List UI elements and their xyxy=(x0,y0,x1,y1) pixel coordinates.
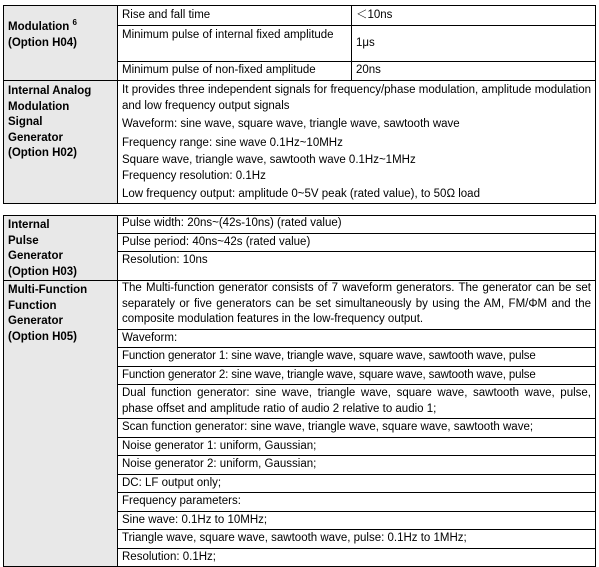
table-row xyxy=(4,81,596,204)
header-line: Generator xyxy=(8,250,63,262)
header-line: Signal xyxy=(8,116,43,128)
footnote-marker: 6 xyxy=(72,18,77,28)
modulation-header xyxy=(4,6,118,81)
spec-label: Rise and fall time xyxy=(118,6,352,26)
spec-value: 20ns xyxy=(352,62,596,81)
analog-modulation-header xyxy=(4,81,118,204)
header-line: Multi-Function xyxy=(8,284,88,296)
multi-function-header xyxy=(4,281,118,567)
header-line: Function xyxy=(8,299,57,312)
spec-line: Noise generator 2: uniform, Gaussian; xyxy=(118,455,595,474)
header-line: Internal Analog xyxy=(8,85,92,97)
spec-value: 1μs xyxy=(352,26,596,62)
header-line: (Option H02) xyxy=(8,147,77,159)
spec-line: Resolution: 0.1Hz; xyxy=(118,548,595,567)
spec-line: Low frequency output: amplitude 0~5V peak (rated value), to 50Ω load xyxy=(122,188,480,200)
spec-line: Dual function generator: sine wave, triangle wave, square wave, sawtooth wave, pulse, phase offset and amplitude ratio of audio 2 relative to audio 1; xyxy=(118,384,595,418)
header-line: Modulation xyxy=(8,100,70,113)
spec-line: Function generator 2: sine wave, triangle wave, square wave, sawtooth wave, pulse xyxy=(118,366,595,385)
spec-table-1 xyxy=(3,5,596,204)
spec-line: Square wave, triangle wave, sawtooth wave 0.1Hz~1MHz xyxy=(122,154,416,166)
spec-table-2 xyxy=(3,215,596,567)
header-line: (Option H05) xyxy=(8,330,77,343)
header-line: Internal Pulse xyxy=(8,219,50,247)
spec-line: Sine wave: 0.1Hz to 10MHz; xyxy=(118,511,595,530)
spec-line: Noise generator 1: uniform, Gaussian; xyxy=(118,437,595,456)
header-line: Generator xyxy=(8,315,63,327)
spec-label: Minimum pulse of non-fixed amplitude xyxy=(118,62,352,81)
spec-line: Scan function generator: sine wave, triangle wave, square wave, sawtooth wave; xyxy=(118,418,595,437)
spec-line: The Multi-function generator consists of 7 waveform generators. The generator can be set separately or five generators can be set simultaneously by using the AM, FM/ΦM and the composite modulation features in the low-frequency output. xyxy=(122,282,591,325)
spec-line: DC: LF output only; xyxy=(118,474,595,493)
spec-line: Waveform: sine wave, square wave, triangle wave, sawtooth wave xyxy=(122,118,460,130)
spec-line: Waveform: xyxy=(118,329,595,348)
header-line: Generator xyxy=(8,131,63,144)
multi-function-details xyxy=(118,281,596,567)
spec-line: Resolution: 10ns xyxy=(118,251,595,270)
spec-label: Minimum pulse of internal fixed amplitude xyxy=(118,26,352,62)
analog-modulation-details xyxy=(118,81,596,204)
spec-line: It provides three independent signals for frequency/phase modulation, amplitude modulation and low frequency output signals xyxy=(122,84,591,112)
spec-line: Frequency resolution: 0.1Hz xyxy=(122,169,266,182)
spec-line: Function generator 1: sine wave, triangle wave, square wave, sawtooth wave, pulse xyxy=(118,347,595,366)
table-row xyxy=(4,6,596,26)
table-row xyxy=(4,281,596,567)
spec-line: Pulse width: 20ns~(42s-10ns) (rated value) xyxy=(122,217,342,229)
spec-line: Frequency range: sine wave 0.1Hz~10MHz xyxy=(122,136,343,149)
spec-line: Triangle wave, square wave, sawtooth wave, pulse: 0.1Hz to 1MHz; xyxy=(118,529,595,548)
pulse-generator-details xyxy=(118,216,596,281)
spec-value: ＜10ns xyxy=(352,6,596,26)
table-row xyxy=(4,216,596,281)
header-line: (Option H04) xyxy=(8,36,77,49)
spec-line: Pulse period: 40ns~42s (rated value) xyxy=(118,233,595,252)
pulse-generator-header xyxy=(4,216,118,281)
header-line: (Option H03) xyxy=(8,265,77,278)
header-line: Modulation xyxy=(8,21,70,33)
spec-line: Frequency parameters: xyxy=(118,492,595,511)
